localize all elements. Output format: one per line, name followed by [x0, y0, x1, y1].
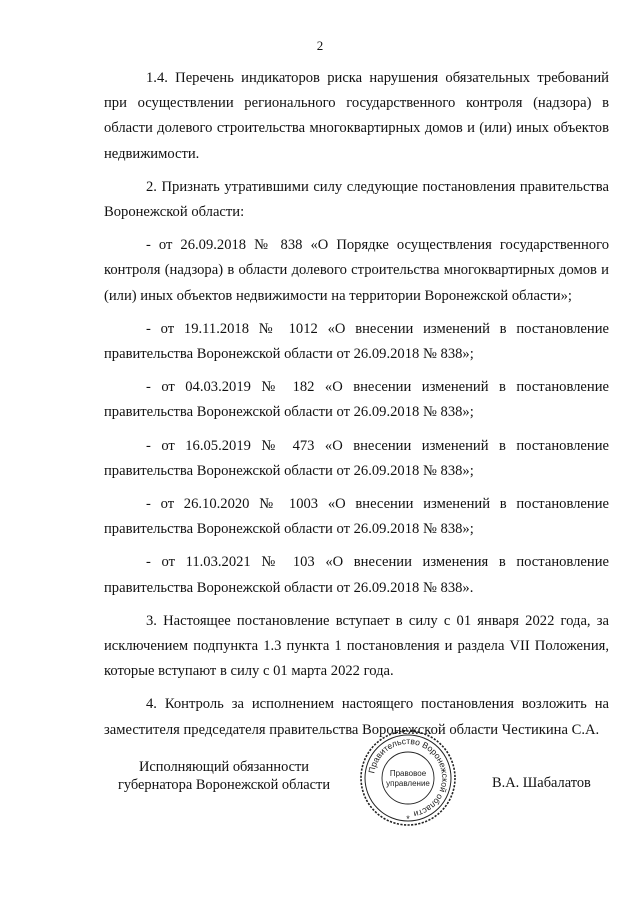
- stamp-center-line2: управление: [386, 779, 430, 788]
- page-number: 2: [316, 38, 324, 53]
- list-item: - от 19.11.2018 № 1012 «О внесении изменений в постановление правительства Воронежской области от 26.09.2018 № 838»;: [104, 320, 609, 363]
- list-item: - от 11.03.2021 № 103 «О внесении изменения в постановление правительства Воронежской области от 26.09.2018 № 838».: [104, 554, 609, 596]
- stamp-seal: [356, 726, 460, 830]
- stamp-center-line1: Правовое: [389, 769, 427, 778]
- signatory-position-line2: губернатора Воронежской области: [118, 777, 331, 793]
- signatory-position-line1: Исполняющий обязанности: [139, 759, 310, 775]
- list-item: - от 04.03.2019 № 182 «О внесении изменений в постановление правительства Воронежской области от 26.09.2018 № 838»;: [104, 379, 609, 421]
- stamp-star: *: [406, 814, 410, 824]
- paragraph-1-4: 1.4. Перечень индикаторов риска нарушения обязательных требований при осуществлении регионального государственного контроля (надзора) в области долевого строительства многоквартирных домов и (или) иных объектов недвижимости.: [104, 70, 609, 162]
- paragraph-2: 2. Признать утратившими силу следующие постановления правительства Воронежской области:: [104, 178, 609, 221]
- document-body: [104, 66, 609, 743]
- stamp-ring-text: Правительство Воронежской области: [366, 735, 451, 820]
- signatory-name: В.А. Шабалатов: [492, 775, 591, 791]
- paragraph-3: 3. Настоящее постановление вступает в силу с 01 января 2022 года, за исключением подпункта 1.3 пункта 1 постановления и раздела VII Положения, которые вступают в силу с 01 марта 2022 года.: [104, 612, 609, 680]
- stamp: [356, 726, 460, 830]
- paragraph-4: 4. Контроль за исполнением настоящего постановления возложить на заместителя председателя правительства Воронежской области Честикина С.А.: [104, 696, 609, 738]
- list-item: - от 26.09.2018 № 838 «О Порядке осуществления государственного контроля (надзора) в области долевого строительства многоквартирных домов и (или) иных объектов недвижимости на территории Воронежской области»;: [104, 237, 609, 304]
- list-item: - от 16.05.2019 № 473 «О внесении изменений в постановление правительства Воронежской области от 26.09.2018 № 838»;: [104, 437, 609, 479]
- list-item: - от 26.10.2020 № 1003 «О внесении изменений в постановление правительства Воронежской области от 26.09.2018 № 838»;: [104, 496, 609, 538]
- signatory-position: [118, 758, 330, 794]
